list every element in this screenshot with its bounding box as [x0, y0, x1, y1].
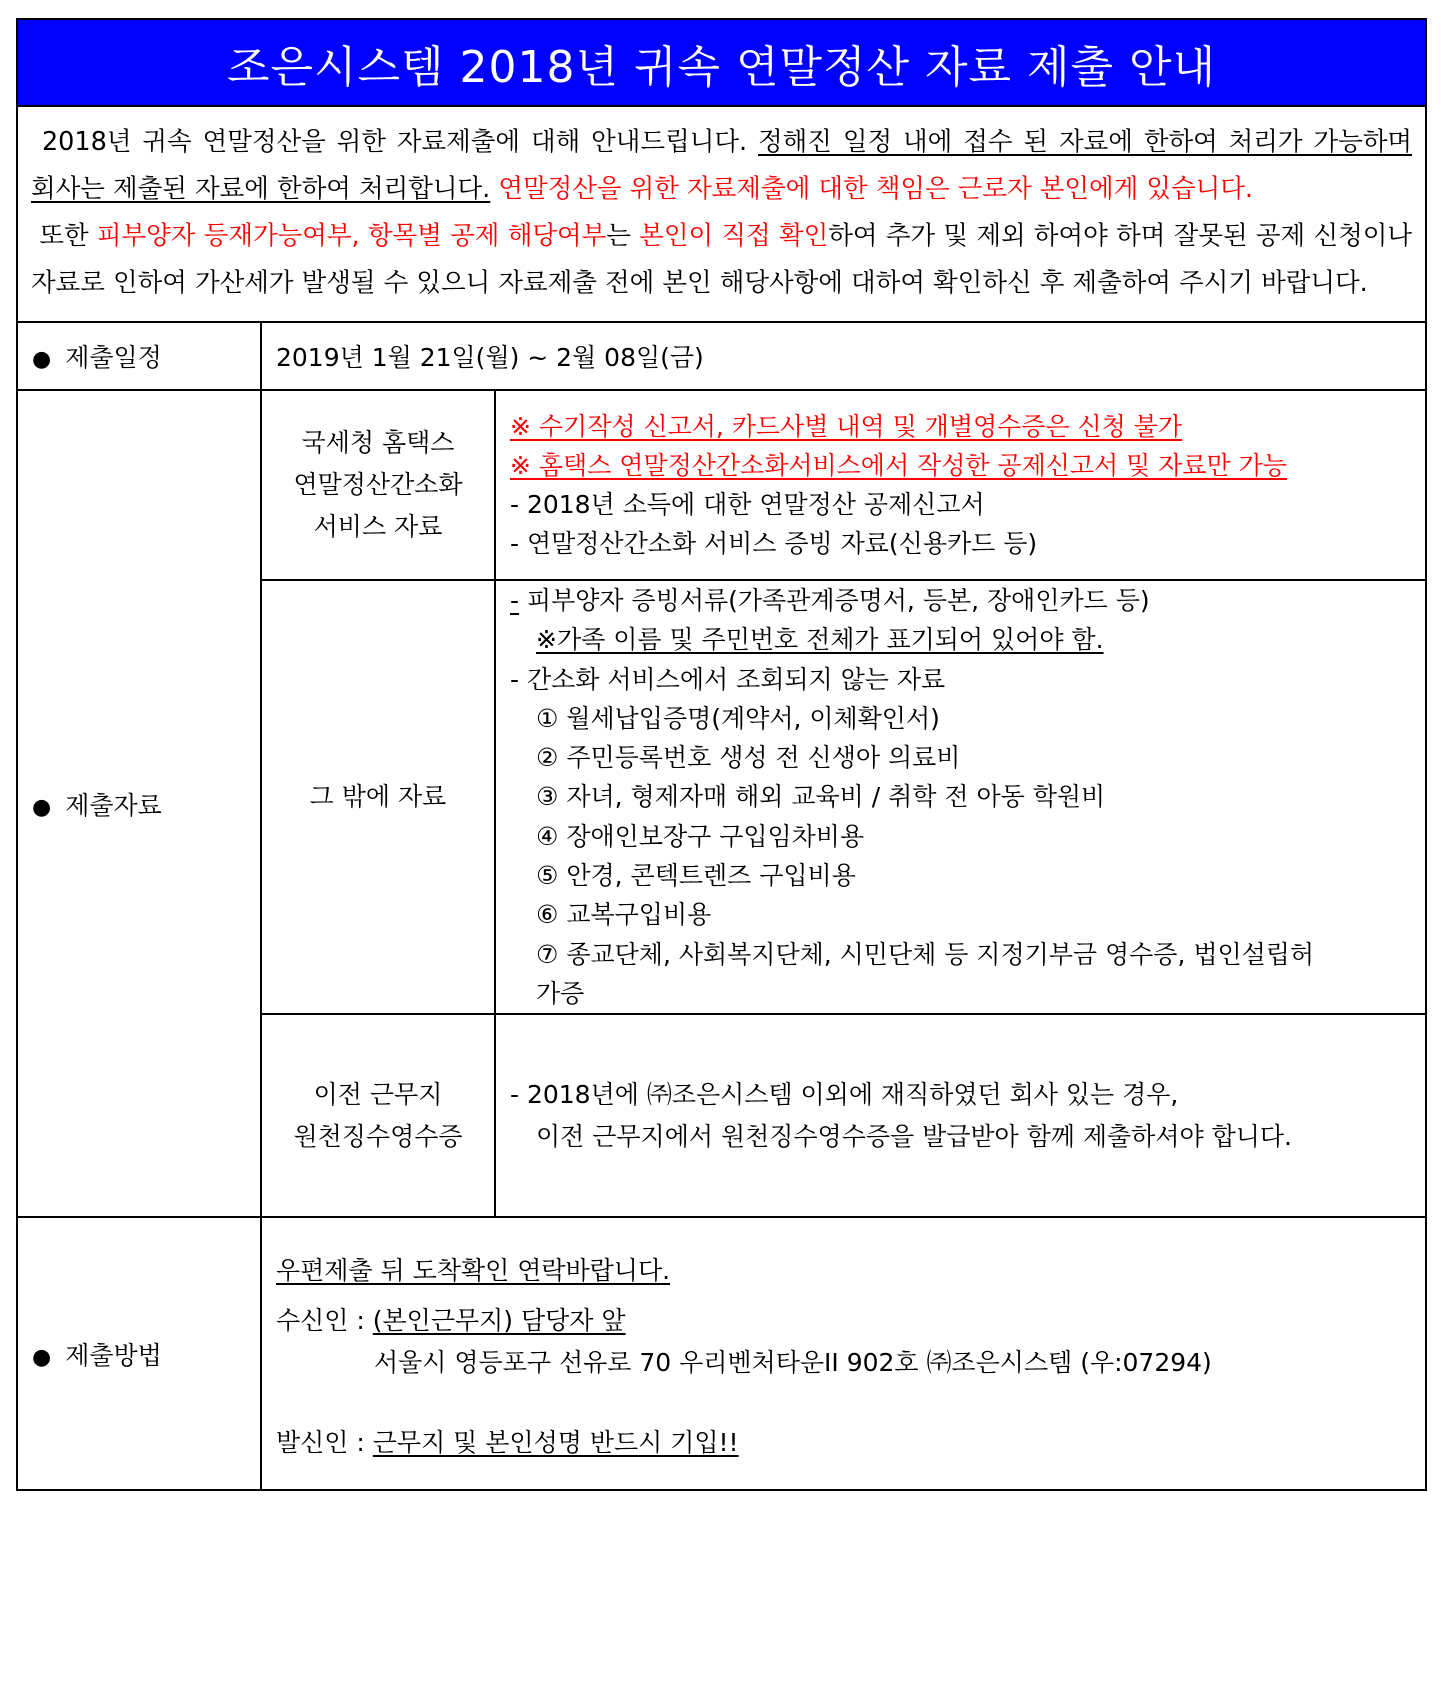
bullet-icon: ●	[32, 347, 52, 372]
hometax-item: - 2018년 소득에 대한 연말정산 공제신고서	[510, 490, 985, 519]
not-found-item: - 간소화 서비스에서 조회되지 않는 자료	[510, 664, 946, 694]
method-label: 제출방법	[65, 1340, 162, 1370]
sender-value: 근무지 및 본인성명 반드시 기입!!	[372, 1427, 739, 1457]
method-content	[261, 1217, 1425, 1489]
method-label-cell	[18, 1217, 261, 1489]
list-item: ② 주민등록번호 생성 전 신생아 의료비	[536, 743, 961, 773]
method-notice: 우편제출 뒤 도착확인 연락바랍니다.	[276, 1255, 671, 1285]
sender-label: 발신인 :	[276, 1427, 373, 1457]
intro-p2-e: 하여 추가 및 제외 하여야 하며 잘못된 공제 신청이나 자료로 인하여 가산세가 발생될 수 있으니 자료제출 전에 본인 해당사항에 대하여 확인하신 후 제출하여 주시기 바랍니다.	[31, 221, 1412, 298]
hometax-title	[261, 390, 495, 580]
list-item: ③ 자녀, 형제자매 해외 교육비 / 취학 전 아동 학원비	[536, 782, 1106, 812]
hometax-title-line: 연말정산간소화	[293, 470, 463, 499]
recipient-label: 수신인 :	[276, 1305, 373, 1335]
other-title: 그 밖에 자료	[261, 580, 495, 1014]
list-item: ① 월세납입증명(계약서, 이체확인서)	[536, 703, 940, 733]
other-content	[495, 580, 1425, 1014]
dependents-dash: -	[510, 586, 520, 615]
previous-title	[261, 1014, 495, 1217]
intro-p2-d: 본인이 직접 확인	[639, 221, 829, 251]
method-row	[18, 1217, 1425, 1489]
list-item: ⑤ 안경, 콘텍트렌즈 구입비용	[536, 861, 856, 891]
previous-title-line: 이전 근무지	[313, 1079, 443, 1109]
notice-document	[16, 18, 1427, 1491]
hometax-content	[495, 390, 1425, 580]
intro-p2-c: 는	[606, 221, 640, 251]
list-item-continued: 가증	[536, 978, 585, 1008]
schedule-label: 제출일정	[65, 343, 162, 372]
previous-title-line: 원천징수영수증	[293, 1121, 463, 1151]
hometax-row	[18, 390, 1425, 580]
intro-p2-b: 피부양자 등재가능여부, 항목별 공제 해당여부	[96, 221, 607, 251]
previous-line: 이전 근무지에서 원천징수영수증을 발급받아 함께 제출하셔야 합니다.	[536, 1121, 1292, 1151]
intro-p2-a: 또한	[39, 221, 97, 251]
bullet-icon: ●	[32, 1344, 52, 1370]
schedule-row	[18, 323, 1425, 390]
previous-content	[495, 1014, 1425, 1217]
dependents-note: ※가족 이름 및 주민번호 전체가 표기되어 있어야 함.	[536, 625, 1104, 655]
bullet-icon: ●	[32, 794, 52, 820]
hometax-item: - 연말정산간소화 서비스 증빙 자료(신용카드 등)	[510, 529, 1038, 558]
sender-line	[276, 1422, 1411, 1464]
materials-label-cell	[18, 390, 261, 1217]
hometax-warning: ※ 수기작성 신고서, 카드사별 내역 및 개별영수증은 신청 불가	[510, 412, 1183, 441]
dependents-text: 피부양자 증빙서류(가족관계증명서, 등본, 장애인카드 등)	[519, 586, 1150, 615]
page-title: 조은시스템 2018년 귀속 연말정산 자료 제출 안내	[18, 20, 1425, 107]
schedule-value: 2019년 1월 21일(월) ~ 2월 08일(금)	[261, 323, 1425, 390]
intro-p1-c: 연말정산을 위한 자료제출에 대한 책임은 근로자 본인에게 있습니다.	[490, 174, 1253, 204]
dependents-item	[510, 581, 1411, 620]
hometax-title-line: 서비스 자료	[313, 512, 443, 541]
list-item: ⑦ 종교단체, 사회복지단체, 시민단체 등 지정기부금 영수증, 법인설립허	[536, 939, 1315, 969]
schedule-label-cell	[18, 323, 261, 390]
hometax-warning: ※ 홈택스 연말정산간소화서비스에서 작성한 공제신고서 및 자료만 가능	[510, 451, 1287, 480]
hometax-title-line: 국세청 홈택스	[301, 428, 455, 457]
address: 서울시 영등포구 선유로 70 우리벤처타운II 902호 ㈜조은시스템 (우:07294)	[374, 1347, 1212, 1377]
intro-text	[18, 107, 1425, 323]
intro-p1-a: 2018년 귀속 연말정산을 위한 자료제출에 대해 안내드립니다.	[41, 127, 759, 157]
list-item: ⑥ 교복구입비용	[536, 900, 712, 930]
recipient-value: (본인근무지) 담당자 앞	[372, 1305, 626, 1335]
previous-line: - 2018년에 ㈜조은시스템 이외에 재직하였던 회사 있는 경우,	[510, 1079, 1179, 1109]
materials-label: 제출자료	[65, 790, 162, 820]
recipient-line	[276, 1300, 1411, 1342]
list-item: ④ 장애인보장구 구입임차비용	[536, 821, 865, 851]
intro-p1-b: 정해진 일정 내에 접수 된 자료에 한하여 처리가 가능하며 회사는 제출된 자료에 한하여 처리합니다.	[31, 127, 1413, 204]
info-table	[18, 323, 1425, 1489]
